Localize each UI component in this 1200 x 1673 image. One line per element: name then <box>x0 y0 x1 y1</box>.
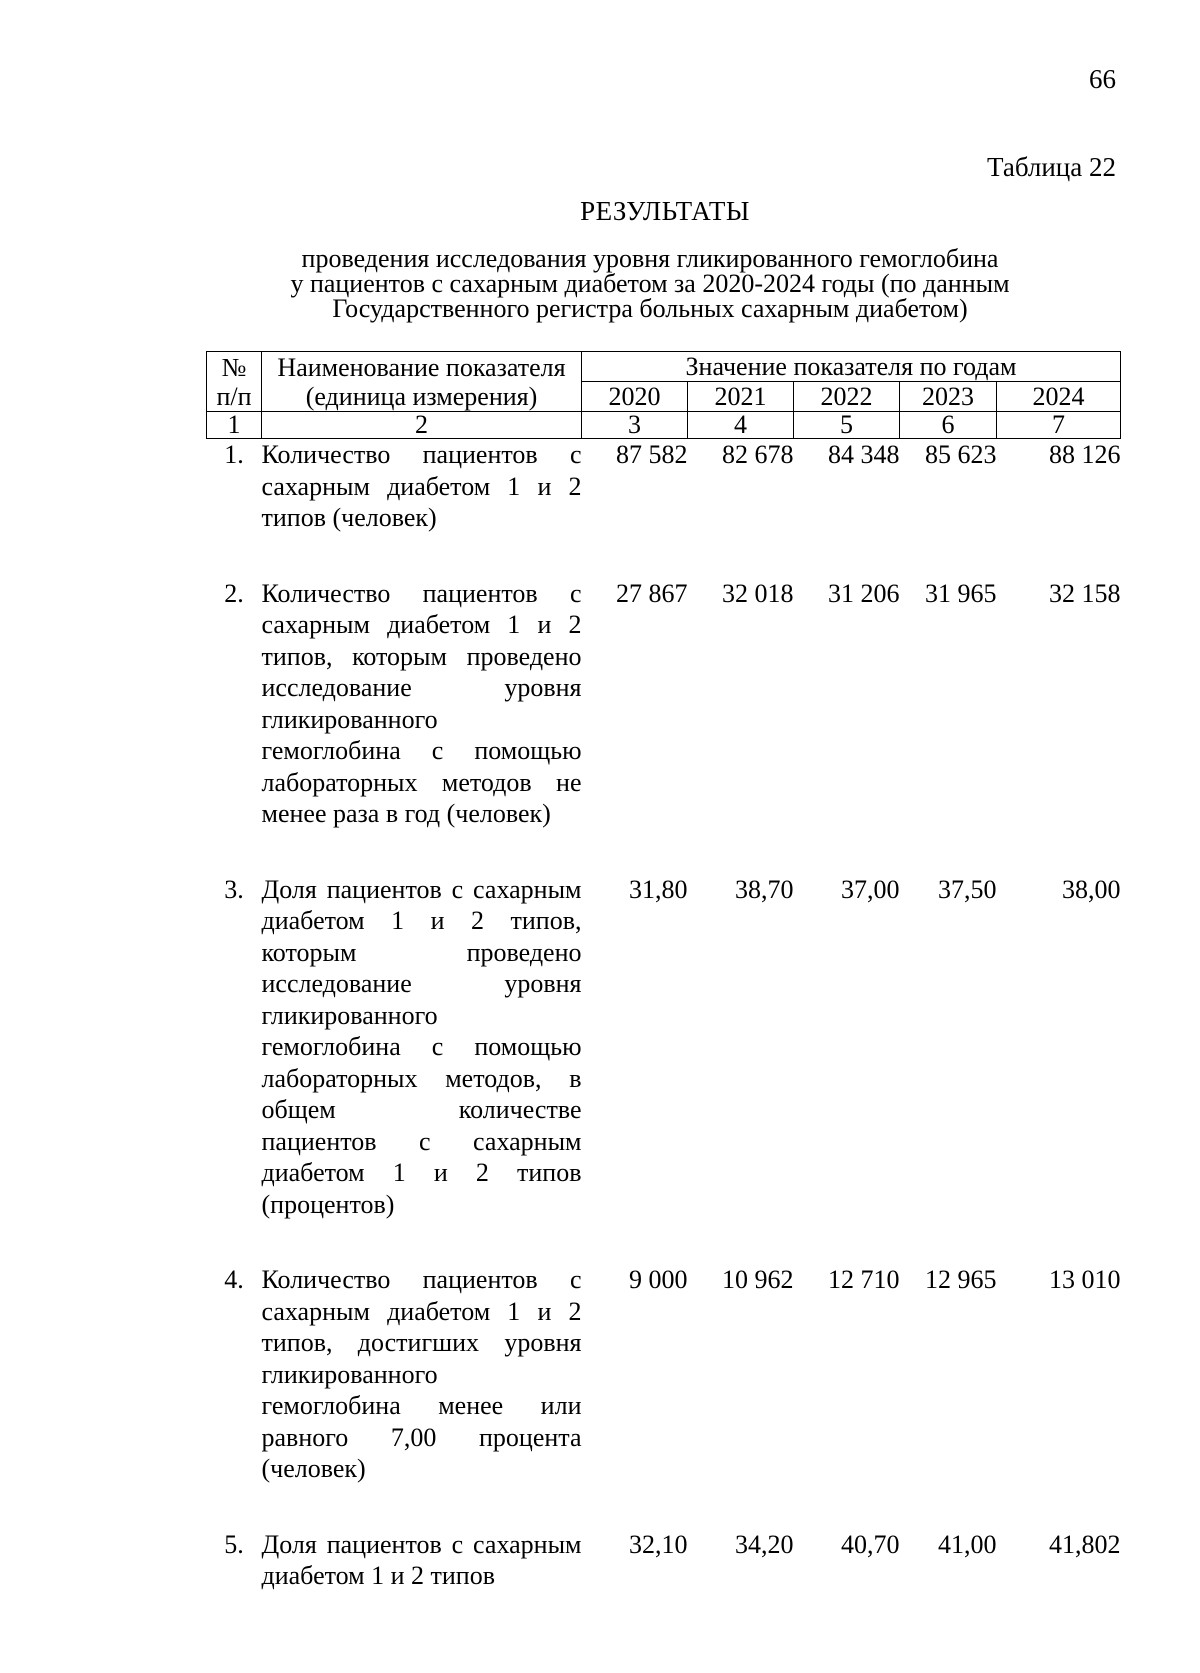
row-number: 3. <box>224 874 244 904</box>
column-index: 3 <box>582 412 688 439</box>
results-table <box>206 351 1121 1592</box>
document-subtitle <box>250 246 1050 321</box>
column-index: 6 <box>900 412 997 439</box>
table-row <box>207 1529 1121 1592</box>
value-cell: 37,50 <box>938 874 997 904</box>
header-year: 2023 <box>900 382 997 412</box>
table-row <box>207 578 1121 830</box>
value-cell: 85 623 <box>925 440 997 469</box>
indicator-name: Доля пациентов с сахарным диабетом 1 и 2 типов <box>261 1529 582 1590</box>
header-name-column <box>262 352 582 412</box>
column-index: 4 <box>688 412 794 439</box>
value-cell: 41,802 <box>1049 1529 1121 1559</box>
value-cell: 32,10 <box>629 1529 688 1559</box>
value-cell: 31,80 <box>629 874 688 904</box>
value-cell: 34,20 <box>735 1529 794 1559</box>
value-cell: 32 158 <box>1049 578 1121 608</box>
column-index: 7 <box>997 412 1121 439</box>
subtitle-line: у пациентов с сахарным диабетом за 2020-2024 годы (по данным <box>290 269 1010 298</box>
value-cell: 37,00 <box>841 874 900 904</box>
subtitle-line: проведения исследования уровня гликированного гемоглобина <box>301 244 999 273</box>
header-number-line: № <box>221 352 247 382</box>
value-cell: 12 965 <box>925 1265 997 1294</box>
row-number: 5. <box>224 1529 244 1559</box>
header-year: 2020 <box>582 382 688 412</box>
column-index: 1 <box>207 412 262 439</box>
header-name-line: (единица измерения) <box>305 381 538 411</box>
value-cell: 27 867 <box>616 578 688 608</box>
value-cell: 40,70 <box>841 1529 900 1559</box>
value-cell: 32 018 <box>722 578 794 608</box>
header-name-line: Наименование показателя <box>277 352 566 382</box>
header-years-group: Значение показателя по годам <box>582 352 1121 382</box>
subtitle-line: Государственного регистра больных сахарным диабетом) <box>332 294 968 323</box>
table-label: Таблица 22 <box>987 152 1116 182</box>
value-cell: 82 678 <box>722 440 794 469</box>
row-number: 4. <box>224 1265 244 1294</box>
indicator-name: Количество пациентов с сахарным диабетом 1 и 2 типов, которым проведено исследование уровня гликированного гемоглобина с помощью лабораторных методов не менее раза в год (человек) <box>261 578 582 828</box>
value-cell: 87 582 <box>616 440 688 469</box>
indicator-name: Количество пациентов с сахарным диабетом 1 и 2 типов (человек) <box>261 440 582 532</box>
table-row <box>207 439 1121 534</box>
value-cell: 38,00 <box>1062 874 1121 904</box>
value-cell: 9 000 <box>629 1265 688 1294</box>
column-index: 5 <box>794 412 900 439</box>
column-index: 2 <box>262 412 582 439</box>
row-number: 2. <box>224 578 244 608</box>
table-row <box>207 874 1121 1221</box>
indicator-name: Количество пациентов с сахарным диабетом 1 и 2 типов, достигших уровня гликированного гемоглобина менее или равного 7,00 процента (человек) <box>261 1265 582 1483</box>
value-cell: 41,00 <box>938 1529 997 1559</box>
header-year: 2021 <box>688 382 794 412</box>
header-year: 2024 <box>997 382 1121 412</box>
value-cell: 13 010 <box>1049 1265 1121 1294</box>
value-cell: 10 962 <box>722 1265 794 1294</box>
value-cell: 88 126 <box>1049 440 1121 469</box>
value-cell: 38,70 <box>735 874 794 904</box>
value-cell: 84 348 <box>828 440 900 469</box>
table-row <box>207 1264 1121 1485</box>
header-number-line: п/п <box>216 381 252 411</box>
value-cell: 12 710 <box>828 1265 900 1294</box>
value-cell: 31 206 <box>828 578 900 608</box>
document-heading: РЕЗУЛЬТАТЫ <box>580 196 750 226</box>
row-number: 1. <box>224 440 244 469</box>
value-cell: 31 965 <box>925 578 997 608</box>
header-year: 2022 <box>794 382 900 412</box>
indicator-name: Доля пациентов с сахарным диабетом 1 и 2 типов, которым проведено исследование уровня гликированного гемоглобина с помощью лабораторных методов, в общем количестве пациентов с сахарным диабетом 1 и 2 типов (процентов) <box>261 874 582 1219</box>
page-number: 66 <box>1089 64 1116 94</box>
header-number-column <box>207 352 262 412</box>
